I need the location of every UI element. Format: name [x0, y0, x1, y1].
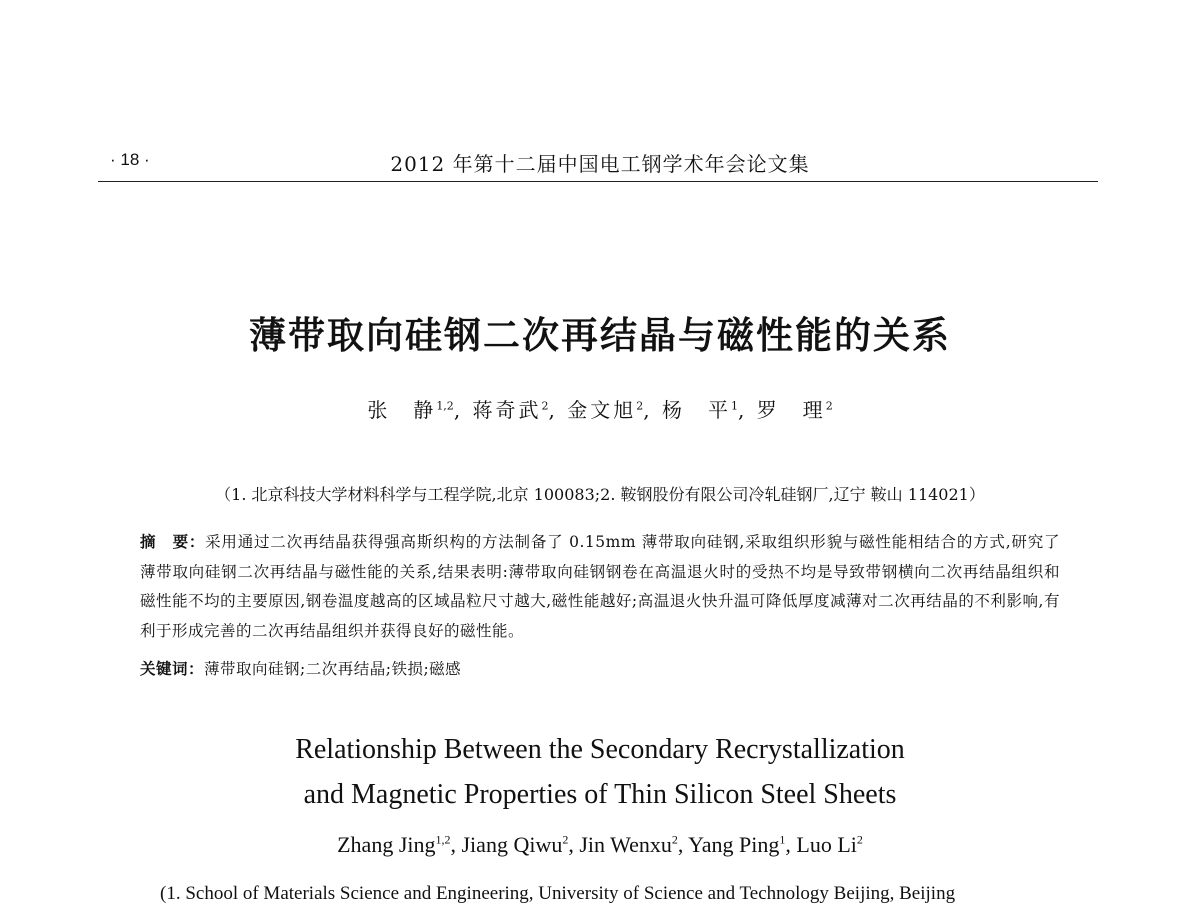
keywords-label: 关键词：: [140, 660, 205, 678]
running-header: 2012 年第十二届中国电工钢学术年会论文集: [390, 152, 810, 176]
author-name: 张 静: [367, 398, 437, 422]
chinese-abstract: [140, 528, 1060, 646]
abstract-label: 摘 要：: [140, 533, 206, 551]
header-rule: [98, 181, 1098, 182]
abstract-text: 采用通过二次再结晶获得强高斯织构的方法制备了 0.15mm 薄带取向硅钢,采取组织形貌与磁性能相结合的方式,研究了薄带取向硅钢二次再结晶与磁性能的关系,结果表明:薄带取向硅钢钢卷在高温退火时的受热不均是导致带钢横向二次再结晶组织和磁性能不均的主要原因,钢卷温度越高的区域晶粒尺寸越大,磁性能越好;高温退火快升温可降低厚度减薄对二次再结晶的不利影响,有利于形成完善的二次再结晶组织并获得良好的磁性能。: [140, 533, 1060, 640]
english-title: [0, 727, 1200, 817]
author-name: 杨 平: [661, 398, 731, 422]
author-name: 金文旭: [567, 398, 637, 422]
author-separator: ,: [568, 832, 580, 857]
author-affil-mark: 2: [671, 832, 678, 847]
author-separator: ,: [677, 832, 689, 857]
author-affil-mark: 1,2: [435, 832, 451, 847]
keywords-text: 薄带取向硅钢;二次再结晶;铁损;磁感: [204, 660, 462, 678]
author-name: Jiang Qiwu: [461, 832, 563, 857]
author-affil-mark: 2: [825, 399, 833, 413]
author-separator: ,: [450, 832, 462, 857]
page-number: · 18 ·: [110, 150, 150, 169]
author-affil-mark: 2: [562, 832, 569, 847]
author-affil-mark: 2: [541, 399, 549, 413]
author-separator: ,: [643, 398, 653, 422]
author-separator: ,: [785, 832, 797, 857]
author-affil-mark: 1,2: [436, 399, 454, 413]
author-name: 罗 理: [756, 398, 826, 422]
chinese-authors: [0, 394, 1200, 423]
author-separator: ,: [737, 398, 748, 422]
author-affil-mark: 1: [779, 832, 786, 847]
english-title-line-1: Relationship Between the Secondary Recrystallization: [295, 734, 905, 765]
author-affil-mark: 2: [636, 399, 644, 413]
author-affil-mark: 1: [730, 399, 738, 413]
english-authors: [0, 832, 1200, 858]
author-name: Zhang Jing: [337, 832, 436, 857]
chinese-affiliation: （1. 北京科技大学材料科学与工程学院,北京 100083;2. 鞍钢股份有限公司冷轧硅钢厂,辽宁 鞍山 114021）: [215, 485, 985, 504]
author-affil-mark: 2: [856, 832, 863, 847]
author-separator: ,: [548, 398, 558, 422]
chinese-title: 薄带取向硅钢二次再结晶与磁性能的关系: [249, 314, 951, 357]
english-title-line-2: and Magnetic Properties of Thin Silicon Steel Sheets: [303, 779, 897, 810]
english-affiliation: (1. School of Materials Science and Engineering, University of Science and Technology Beijing, Beijing: [160, 883, 956, 904]
author-name: Luo Li: [796, 832, 857, 857]
author-name: 蒋奇武: [472, 398, 542, 422]
author-separator: ,: [453, 398, 464, 422]
author-name: Jin Wenxu: [579, 832, 672, 857]
chinese-keywords: [140, 657, 1060, 679]
author-name: Yang Ping: [688, 832, 780, 857]
